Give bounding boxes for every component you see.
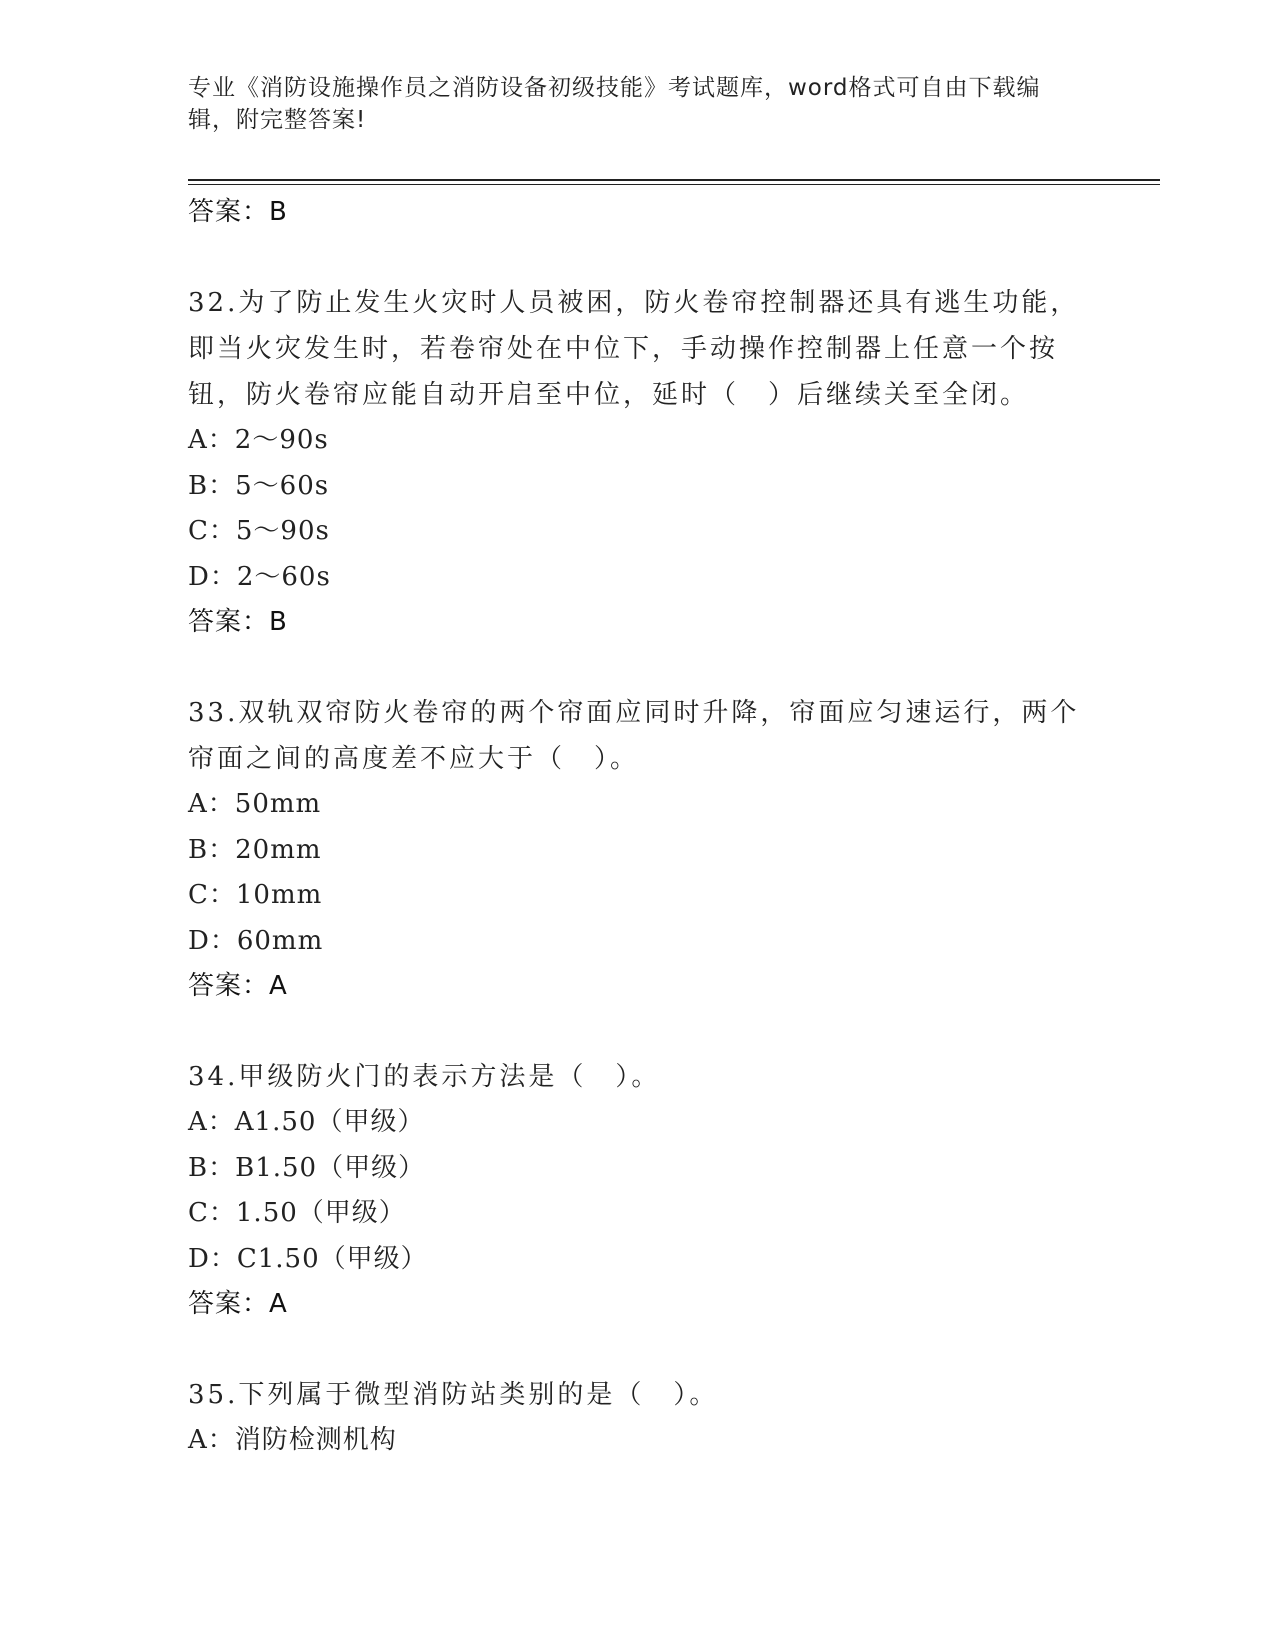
option-b: B：20mm xyxy=(188,834,322,865)
answer-line: 答案：B xyxy=(188,607,288,637)
option-a: A：2～90s xyxy=(188,425,329,455)
answer-line: 答案：A xyxy=(188,971,288,1001)
option-c: C：10mm xyxy=(188,880,323,910)
question-text: 35.下列属于微型消防站类别的是（ ）。 xyxy=(188,1380,719,1410)
option-c: C：1.50（甲级） xyxy=(188,1198,406,1228)
option-b: B：B1.50（甲级） xyxy=(188,1152,426,1183)
option-c: C：5～90s xyxy=(188,516,330,546)
header-divider-thick xyxy=(188,179,1160,181)
question-block xyxy=(188,280,1088,644)
question-text: 34.甲级防火门的表示方法是（ ）。 xyxy=(188,1062,661,1092)
option-a: A：50mm xyxy=(188,789,322,819)
question-text: 33.双轨双帘防火卷帘的两个帘面应同时升降，帘面应匀速运行，两个帘面之间的高度差不应大于（ ）。 xyxy=(188,698,1080,774)
question-block xyxy=(188,1054,1088,1326)
answer-line: 答案：A xyxy=(188,1289,288,1319)
question-block xyxy=(188,690,1088,1008)
option-d: D：2～60s xyxy=(188,561,331,592)
question-list xyxy=(188,190,1088,1464)
page-header-text: 专业《消防设施操作员之消防设备初级技能》考试题库，word格式可自由下载编辑，附完整答案! xyxy=(188,75,1041,133)
option-a: A：消防检测机构 xyxy=(188,1425,397,1455)
option-a: A：A1.50（甲级） xyxy=(188,1107,425,1137)
option-d: D：60mm xyxy=(188,925,324,956)
question-block xyxy=(188,1372,1088,1464)
option-d: D：C1.50（甲级） xyxy=(188,1243,428,1274)
answer-line: 答案：B xyxy=(188,197,288,227)
question-text: 32.为了防止发生火灾时人员被困，防火卷帘控制器还具有逃生功能，即当火灾发生时，若卷帘处在中位下，手动操作控制器上任意一个按钮，防火卷帘应能自动开启至中位，延时（ ）后继续关至全闭。 xyxy=(188,288,1080,410)
header-divider-thin xyxy=(188,184,1160,185)
option-b: B：5～60s xyxy=(188,470,330,501)
